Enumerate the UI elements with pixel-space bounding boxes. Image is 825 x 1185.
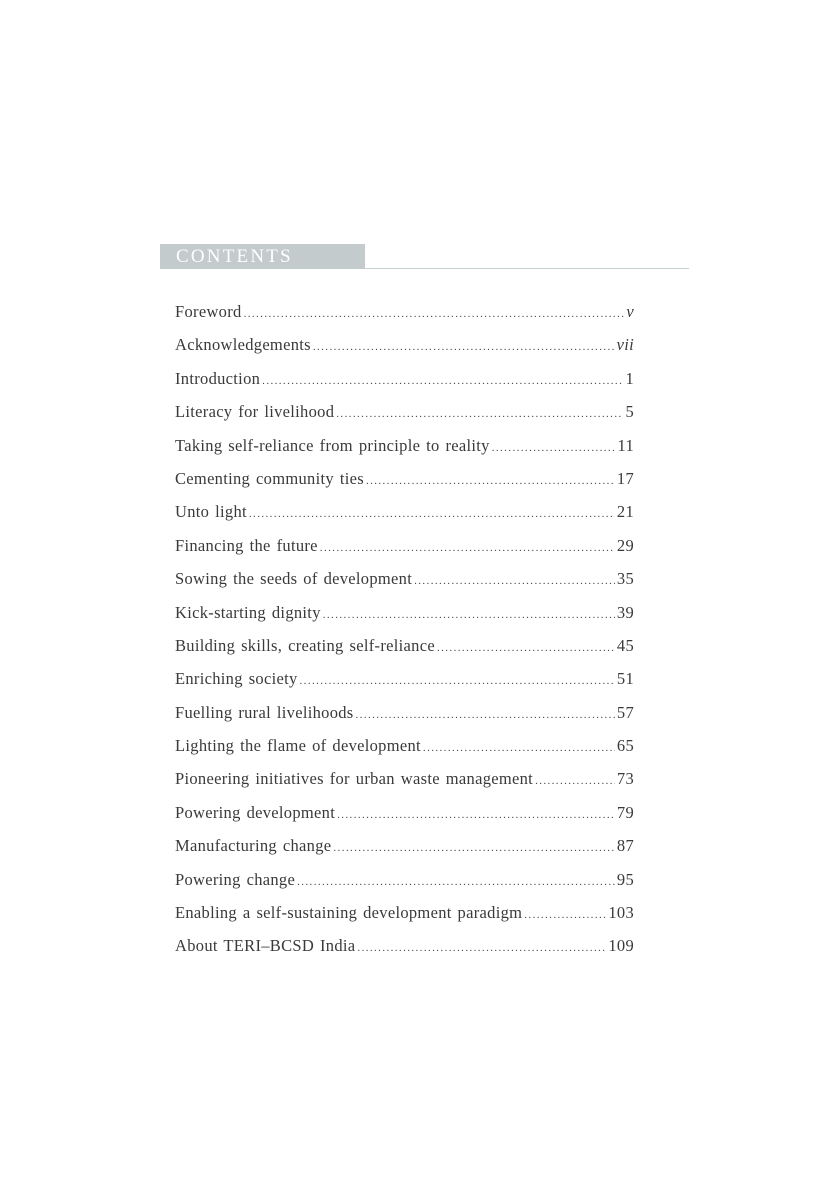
contents-heading: CONTENTS: [176, 246, 293, 267]
toc-entry[interactable]: [175, 735, 634, 768]
toc-entry-page-number: 95: [616, 869, 634, 889]
toc-entry-title: Enabling a self-sustaining development paradigm: [175, 903, 523, 923]
toc-entry-title: Literacy for livelihood: [175, 402, 335, 422]
toc-entry-page-number: 29: [616, 535, 634, 555]
toc-entry-title: Building skills, creating self-reliance: [175, 635, 435, 655]
toc-entry[interactable]: [175, 301, 634, 334]
toc-entry-title: Cementing community ties: [175, 468, 364, 488]
toc-dot-leader: [297, 871, 615, 893]
toc-entry[interactable]: [175, 668, 634, 701]
toc-entry[interactable]: [175, 501, 634, 534]
toc-dot-leader: [336, 403, 623, 425]
toc-entry-page-number: 57: [616, 702, 634, 722]
toc-entry-page-number: vii: [616, 335, 634, 355]
toc-entry[interactable]: [175, 468, 634, 501]
toc-entry-title: Fuelling rural livelihoods: [175, 702, 354, 722]
toc-dot-leader: [414, 570, 615, 592]
toc-entry[interactable]: [175, 869, 634, 902]
toc-entry-title: Pioneering initiatives for urban waste management: [175, 769, 534, 789]
toc-dot-leader: [313, 336, 615, 358]
toc-entry-title: Introduction: [175, 368, 261, 388]
toc-entry-page-number: 65: [616, 736, 634, 756]
toc-entry-title: Sowing the seeds of development: [175, 569, 413, 589]
toc-entry-title: Foreword: [175, 302, 242, 321]
toc-dot-leader: [357, 937, 606, 959]
toc-entry-title: Powering development: [175, 802, 336, 822]
toc-entry[interactable]: [175, 935, 634, 968]
toc-entry[interactable]: [175, 835, 634, 868]
toc-dot-leader: [262, 370, 623, 392]
table-of-contents: [175, 301, 634, 969]
toc-dot-leader: [356, 704, 615, 726]
toc-entry-title: About TERI–BCSD India: [175, 936, 356, 956]
toc-entry[interactable]: [175, 902, 634, 935]
toc-entry[interactable]: [175, 535, 634, 568]
toc-entry-page-number: 21: [616, 502, 634, 522]
toc-entry-title: Taking self-reliance from principle to reality: [175, 435, 490, 455]
toc-entry-page-number: 79: [616, 802, 634, 822]
toc-dot-leader: [249, 503, 615, 525]
toc-entry-title: Acknowledgements: [175, 335, 311, 355]
toc-entry[interactable]: [175, 435, 634, 468]
toc-entry-page-number: 35: [616, 569, 634, 589]
toc-entry-page-number: 109: [608, 936, 634, 956]
toc-entry-page-number: v: [626, 302, 634, 321]
toc-entry[interactable]: [175, 368, 634, 401]
toc-entry-page-number: 39: [616, 602, 634, 622]
heading-divider: [365, 268, 689, 269]
toc-entry-page-number: 103: [608, 903, 634, 923]
toc-dot-leader: [437, 637, 615, 659]
toc-dot-leader: [320, 537, 615, 559]
toc-entry[interactable]: [175, 702, 634, 735]
toc-entry-page-number: 1: [625, 368, 634, 388]
toc-entry[interactable]: [175, 334, 634, 367]
toc-dot-leader: [300, 670, 615, 692]
toc-entry[interactable]: [175, 568, 634, 601]
toc-entry-title: Lighting the flame of development: [175, 736, 421, 756]
toc-entry-page-number: 45: [616, 635, 634, 655]
toc-entry[interactable]: [175, 635, 634, 668]
toc-dot-leader: [524, 904, 606, 926]
toc-entry[interactable]: [175, 802, 634, 835]
toc-dot-leader: [366, 470, 615, 492]
toc-entry-title: Financing the future: [175, 535, 318, 555]
toc-entry[interactable]: [175, 401, 634, 434]
toc-entry-page-number: 11: [617, 435, 634, 455]
toc-entry-page-number: 5: [625, 402, 634, 422]
toc-entry[interactable]: [175, 602, 634, 635]
toc-entry-title: Kick-starting dignity: [175, 602, 321, 622]
toc-entry-page-number: 17: [616, 468, 634, 488]
toc-dot-leader: [423, 737, 615, 759]
toc-dot-leader: [337, 804, 615, 826]
toc-dot-leader: [244, 303, 625, 325]
toc-entry-title: Powering change: [175, 869, 296, 889]
toc-entry-page-number: 87: [616, 836, 634, 856]
toc-entry[interactable]: [175, 768, 634, 801]
toc-dot-leader: [323, 604, 615, 626]
toc-dot-leader: [333, 837, 614, 859]
toc-entry-page-number: 51: [616, 669, 634, 689]
toc-dot-leader: [492, 437, 616, 459]
toc-entry-title: Unto light: [175, 502, 247, 522]
toc-entry-title: Manufacturing change: [175, 836, 332, 856]
toc-entry-title: Enriching society: [175, 669, 298, 689]
toc-entry-page-number: 73: [616, 769, 634, 789]
toc-dot-leader: [535, 770, 615, 792]
